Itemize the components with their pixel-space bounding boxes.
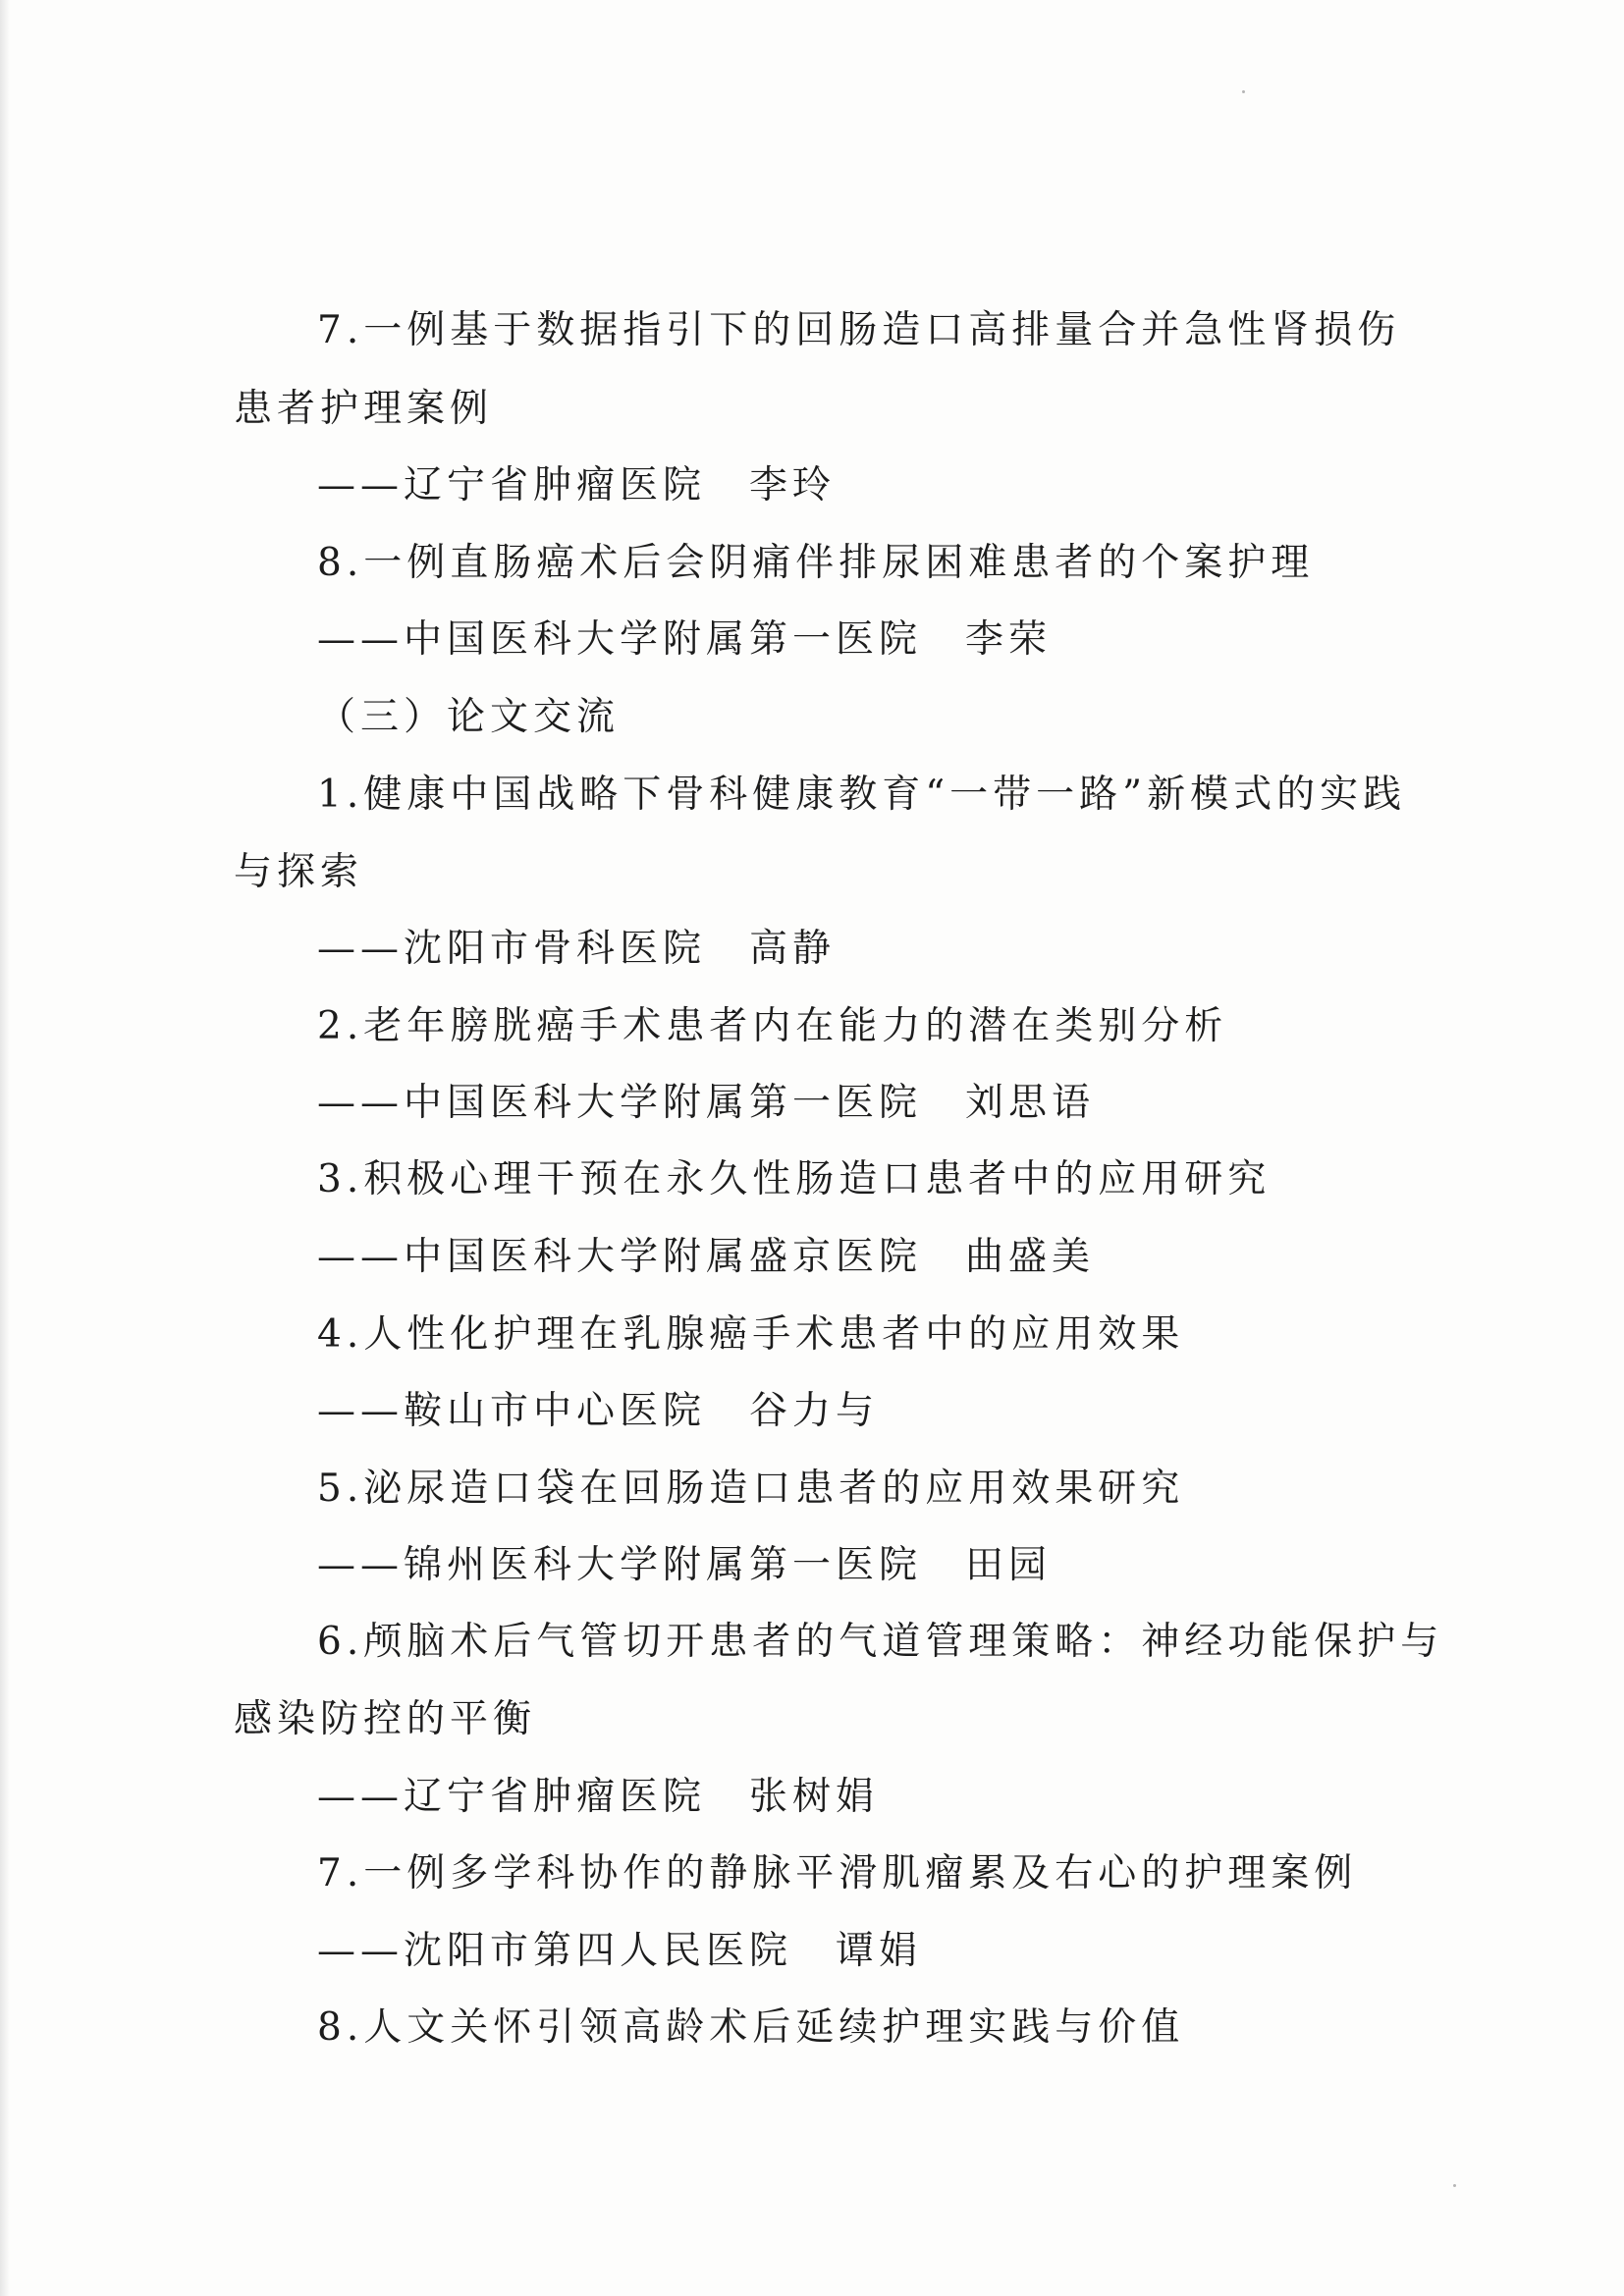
author-institution: ——辽宁省肿瘤医院: [317, 463, 707, 507]
author-name: 高静: [749, 927, 837, 971]
author-line: [317, 615, 1052, 665]
list-item-title: 7.一例多学科协作的静脉平滑肌瘤累及右心的护理案例: [317, 1851, 1358, 1896]
author-line: [317, 1927, 922, 1976]
author-name: 刘思语: [965, 1081, 1096, 1125]
author-name: 谷力与: [749, 1389, 880, 1433]
author-line: [317, 1773, 879, 1822]
list-item-title: 7.一例基于数据指引下的回肠造口高排量合并急性肾损伤: [317, 308, 1401, 352]
author-line: [317, 925, 836, 974]
author-name: 李荣: [965, 617, 1053, 662]
author-institution: ——辽宁省肿瘤医院: [317, 1775, 707, 1819]
list-item-title: 6.颅脑术后气管切开患者的气道管理策略：神经功能保护与: [317, 1620, 1444, 1664]
author-line: [317, 1079, 1095, 1128]
author-name: 张树娟: [749, 1775, 880, 1819]
author-institution: ——沈阳市第四人民医院: [317, 1929, 793, 1973]
scan-edge-shadow: [0, 0, 10, 2296]
list-item-title: 4.人性化护理在乳腺癌手术患者中的应用效果: [317, 1312, 1185, 1357]
list-item-title: 1.健康中国战略下骨科健康教育“一带一路”新模式的实践: [317, 773, 1407, 817]
author-line: [317, 1387, 879, 1436]
list-item-title-continued: 感染防控的平衡: [234, 1697, 537, 1741]
author-institution: ——中国医科大学附属第一医院: [317, 1081, 923, 1125]
author-name: 李玲: [749, 463, 837, 507]
author-name: 谭娟: [836, 1929, 923, 1973]
author-name: 田园: [965, 1543, 1053, 1587]
author-name: 曲盛美: [965, 1235, 1096, 1279]
list-item-title: 8.一例直肠癌术后会阴痛伴排尿困难患者的个案护理: [317, 541, 1315, 585]
author-institution: ——沈阳市骨科医院: [317, 927, 707, 971]
list-item-title: 3.积极心理干预在永久性肠造口患者中的应用研究: [317, 1157, 1272, 1201]
author-line: [317, 1541, 1052, 1590]
list-item-title: 8.人文关怀引领高龄术后延续护理实践与价值: [317, 2005, 1185, 2050]
author-line: [317, 1233, 1095, 1282]
author-institution: ——锦州医科大学附属第一医院: [317, 1543, 923, 1587]
author-institution: ——中国医科大学附属第一医院: [317, 617, 923, 662]
scan-speck: [1242, 90, 1245, 93]
list-item-title-continued: 患者护理案例: [234, 387, 494, 431]
section-heading: （三）论文交流: [317, 695, 621, 739]
author-institution: ——鞍山市中心医院: [317, 1389, 707, 1433]
author-institution: ——中国医科大学附属盛京医院: [317, 1235, 923, 1279]
list-item-title-continued: 与探索: [234, 850, 364, 894]
list-item-title: 2.老年膀胱癌手术患者内在能力的潜在类别分析: [317, 1004, 1228, 1048]
scan-speck: [1453, 2184, 1456, 2187]
list-item-title: 5.泌尿造口袋在回肠造口患者的应用效果研究: [317, 1467, 1185, 1511]
author-line: [317, 461, 836, 510]
